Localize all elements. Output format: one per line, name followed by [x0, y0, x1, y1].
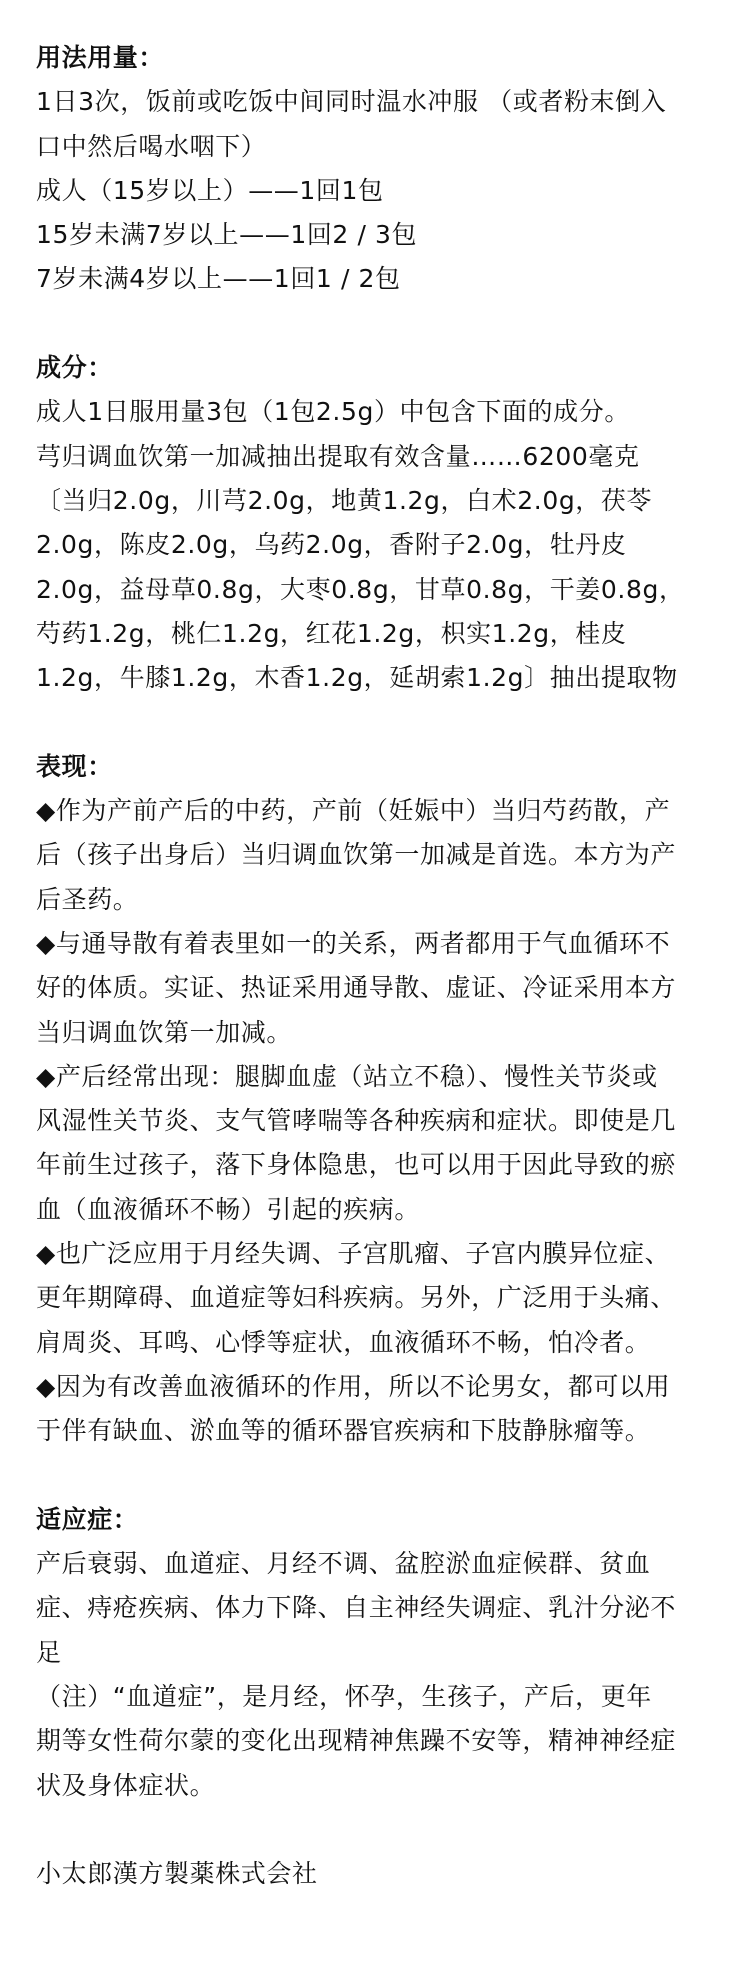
ingredients-line: 芍药1.2g，桃仁1.2g，红花1.2g，枳实1.2g，桂皮	[36, 618, 627, 648]
effects-line: ◆也广泛应用于月经失调、子宫肌瘤、子宫内膜异位症、	[36, 1239, 671, 1269]
effects-heading: 表现：	[36, 751, 113, 781]
section-spacer	[36, 700, 726, 744]
ingredients-heading: 成分：	[36, 353, 113, 383]
effects-line: 当归调血饮第一加减。	[36, 1017, 293, 1047]
section-spacer	[36, 1808, 726, 1852]
effects-line: 肩周炎、耳鸣、心悸等症状，血液循环不畅，怕冷者。	[36, 1327, 651, 1357]
ingredients-line: 2.0g，益母草0.8g，大枣0.8g，甘草0.8g，干姜0.8g，	[36, 574, 685, 604]
effects-line: ◆产后经常出现：腿脚血虚（站立不稳）、慢性关节炎或	[36, 1061, 658, 1091]
effects-line: 后圣药。	[36, 884, 139, 914]
effects-line: ◆作为产前产后的中药，产前（妊娠中）当归芍药散，产	[36, 796, 671, 826]
effects-line: 年前生过孩子，落下身体隐患，也可以用于因此导致的瘀	[36, 1150, 677, 1180]
company-name: 小太郎漢方製薬株式会社	[36, 1859, 318, 1889]
indications-line: （注）“血道症”，是月经，怀孕，生孩子，产后，更年	[36, 1681, 652, 1711]
usage-line: 15岁未满7岁以上——1回2 / 3包	[36, 220, 418, 250]
ingredients-line: 〔当归2.0g，川芎2.0g，地黄1.2g，白术2.0g，茯苓	[36, 485, 653, 515]
section-spacer	[36, 1454, 726, 1498]
effects-line: 更年期障碍、血道症等妇科疾病。另外，广泛用于头痛、	[36, 1283, 677, 1313]
usage-section	[36, 36, 726, 302]
indications-section	[36, 1498, 726, 1808]
effects-line: 血（血液循环不畅）引起的疾病。	[36, 1194, 421, 1224]
ingredients-line: 1.2g，牛膝1.2g，木香1.2g，延胡索1.2g〕抽出提取物	[36, 663, 678, 693]
effects-line: 后（孩子出身后）当归调血饮第一加减是首选。本方为产	[36, 840, 677, 870]
indications-line: 期等女性荷尔蒙的变化出现精神焦躁不安等，精神神经症	[36, 1726, 677, 1756]
effects-line: 好的体质。实证、热证采用通导散、虚证、冷证采用本方	[36, 973, 677, 1003]
usage-heading: 用法用量：	[36, 43, 165, 72]
document-page	[36, 36, 726, 1896]
ingredients-line: 芎归调血饮第一加减抽出提取有效含量……6200毫克	[36, 441, 640, 471]
indications-line: 产后衰弱、血道症、月经不调、盆腔淤血症候群、贫血	[36, 1549, 651, 1579]
effects-line: ◆因为有改善血液循环的作用，所以不论男女，都可以用	[36, 1371, 671, 1401]
usage-line: 成人（15岁以上）——1回1包	[36, 175, 384, 205]
indications-heading: 适应症：	[36, 1504, 139, 1534]
indications-line: 症、痔疮疾病、体力下降、自主神经失调症、乳汁分泌不	[36, 1593, 677, 1623]
usage-line: 7岁未满4岁以上——1回1 / 2包	[36, 264, 401, 294]
ingredients-section	[36, 346, 726, 700]
effects-line: 风湿性关节炎、支气管哮喘等各种疾病和症状。即使是几	[36, 1106, 677, 1136]
effects-line: 于伴有缺血、淤血等的循环器官疾病和下肢静脉瘤等。	[36, 1416, 651, 1446]
ingredients-line: 成人1日服用量3包（1包2.5g）中包含下面的成分。	[36, 397, 630, 427]
usage-line: 1日3次，饭前或吃饭中间同时温水冲服 （或者粉末倒入	[36, 87, 667, 117]
indications-line: 状及身体症状。	[36, 1770, 216, 1800]
usage-line: 口中然后喝水咽下）	[36, 131, 267, 161]
effects-line: ◆与通导散有着表里如一的关系，两者都用于气血循环不	[36, 928, 671, 958]
indications-line: 足	[36, 1637, 62, 1667]
section-spacer	[36, 302, 726, 346]
ingredients-line: 2.0g，陈皮2.0g，乌药2.0g，香附子2.0g，牡丹皮	[36, 530, 627, 560]
effects-section	[36, 745, 726, 1454]
